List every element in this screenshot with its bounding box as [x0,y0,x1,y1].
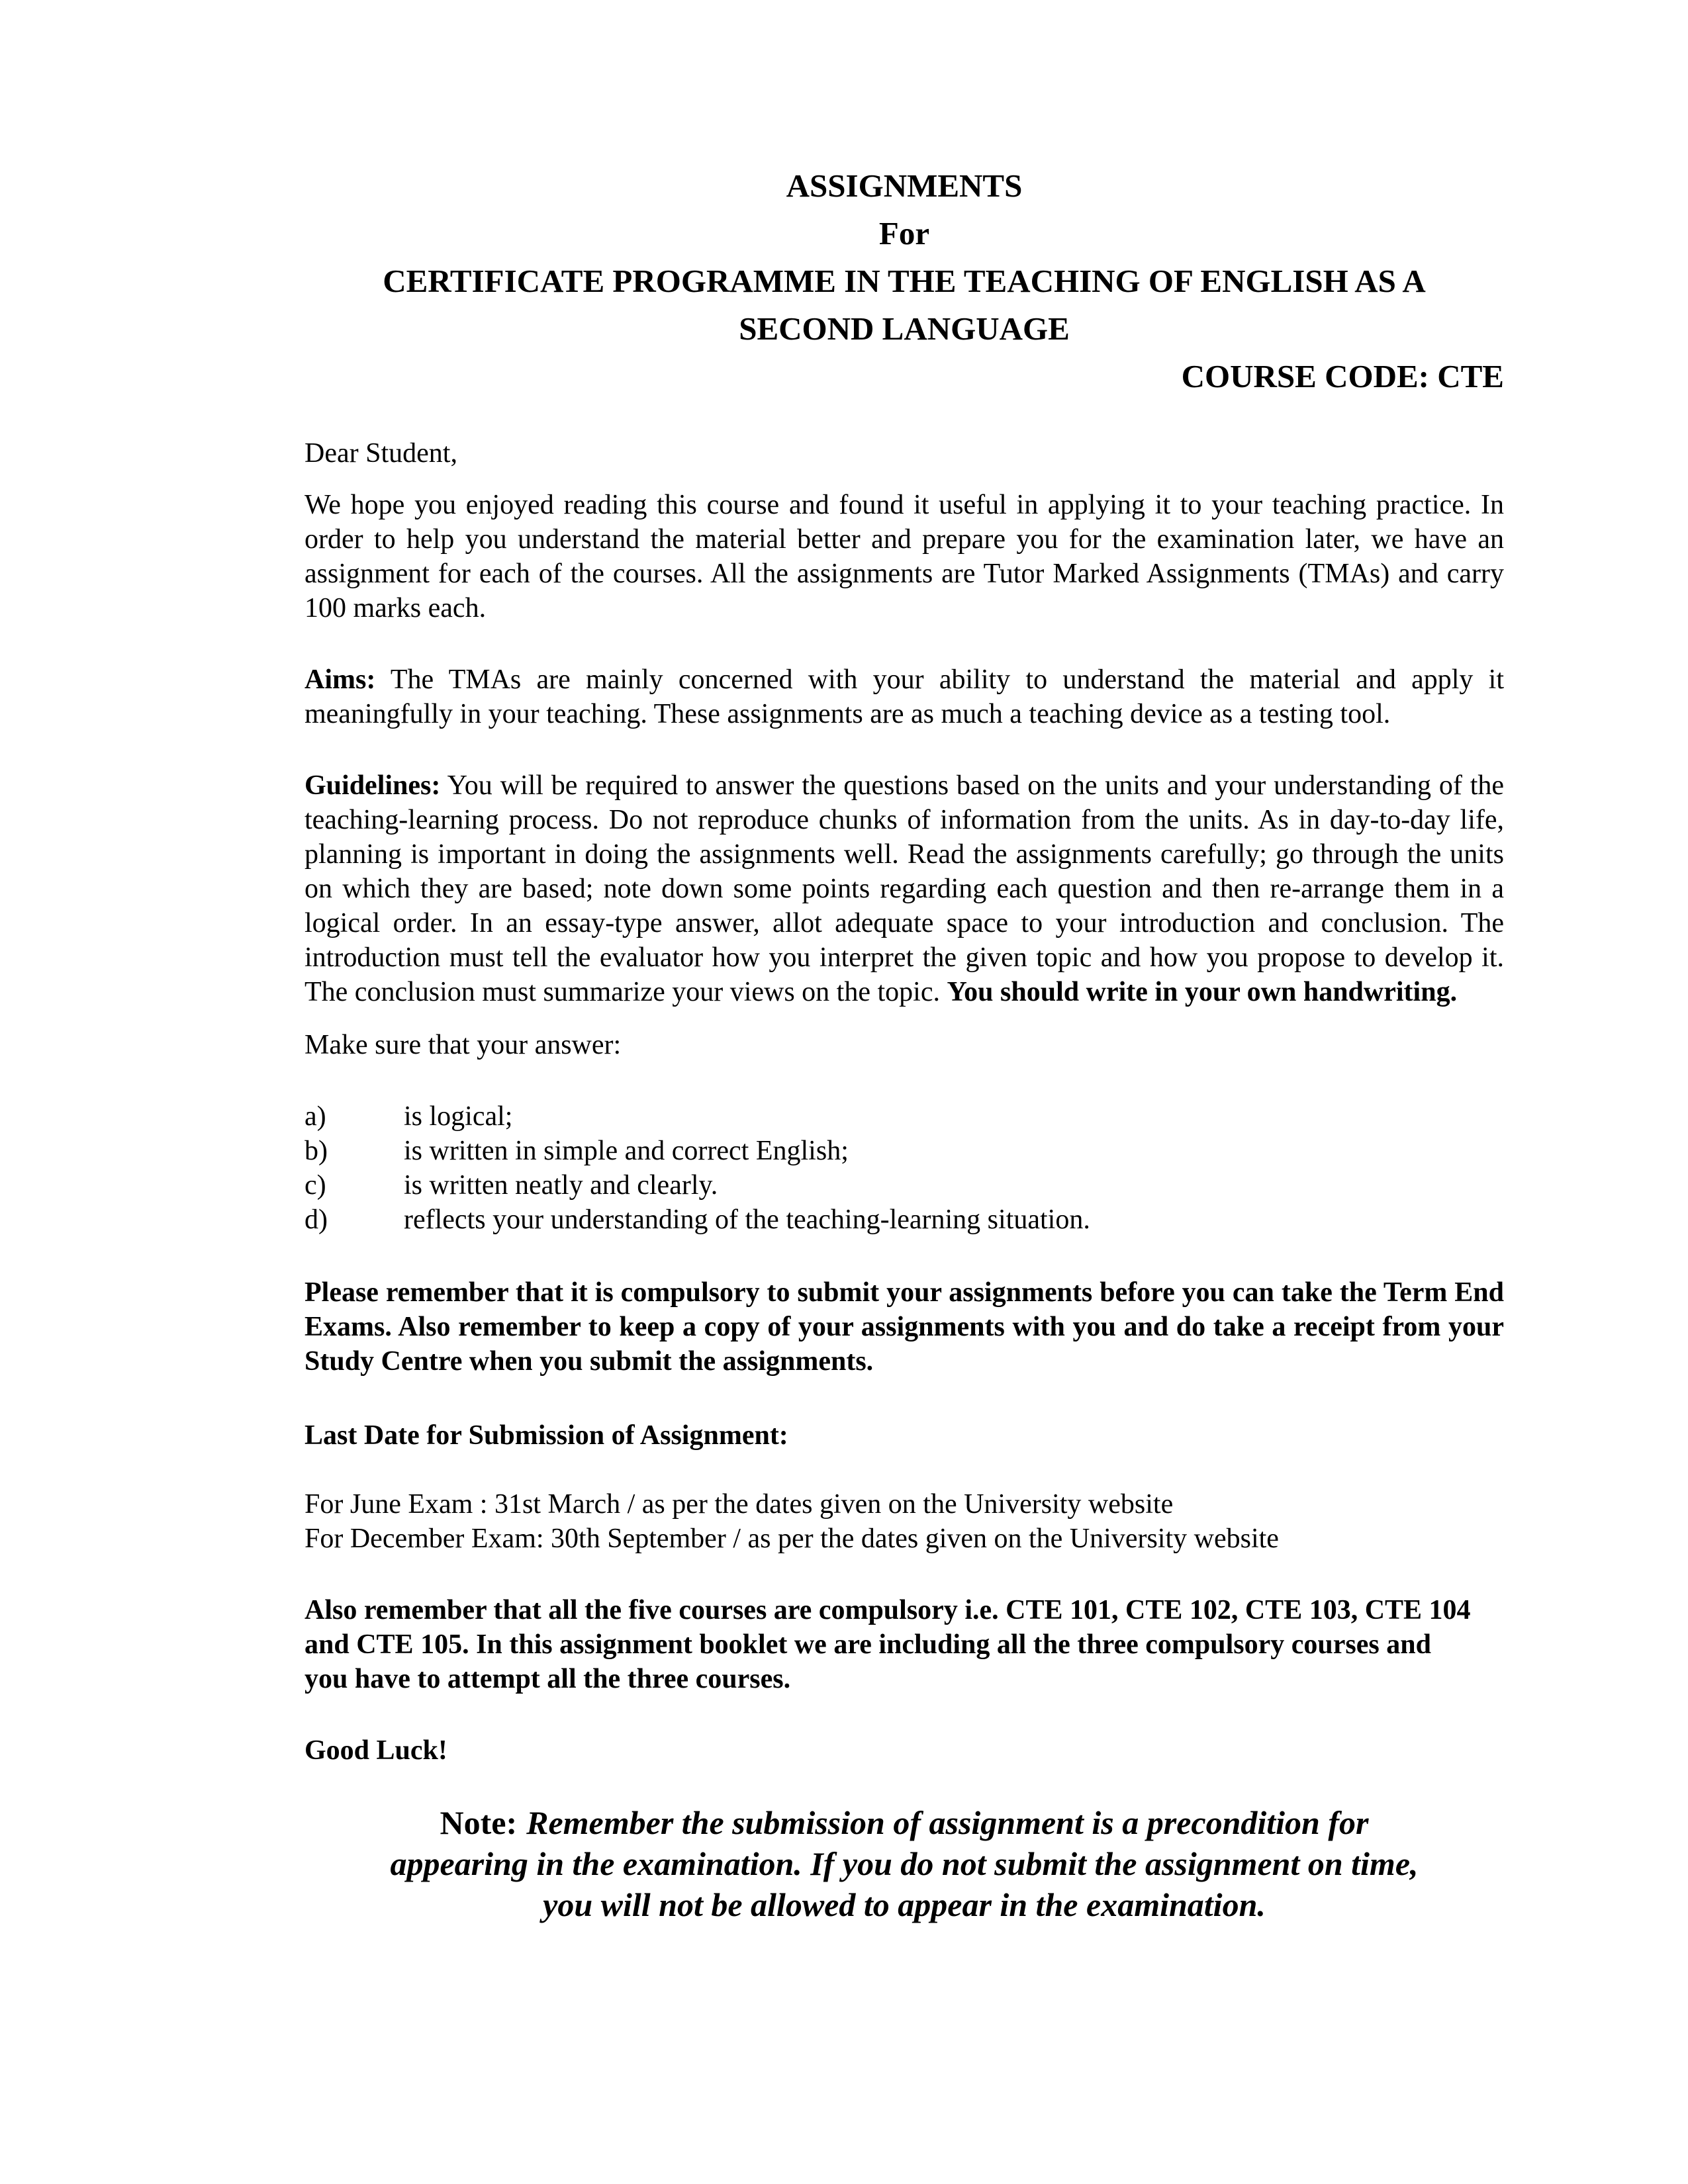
checklist-item-label: b) [305,1136,328,1166]
aims-text: The TMAs are mainly concerned with your ability to understand the material and apply it meaningfully in your teaching. These assignments are as much a teaching device as a testing tool. [305,664,1504,729]
deadline-december: For December Exam: 30th September / as per the dates given on the University website [305,1524,1279,1554]
last-date-heading: Last Date for Submission of Assignment: [305,1420,788,1451]
salutation: Dear Student, [305,438,457,469]
document-content [305,0,1504,1925]
note-label: Note: [440,1804,518,1841]
intro-paragraph: We hope you enjoyed reading this course and found it useful in applying it to your teaching practice. In order to help you understand the material better and prepare you for the examination later, we have an assignment for each of the courses. All the assignments are Tutor Marked Assignments (TMAs) and carry 100 marks each. [305,490,1504,623]
deadline-list [305,1487,1504,1556]
aims-label: Aims: [305,664,376,695]
checklist-item-text: reflects your understanding of the teaching-learning situation. [404,1205,1090,1235]
reminder-paragraph: Please remember that it is compulsory to submit your assignments before you can take the Term End Exams. Also remember to keep a copy of your assignments with you and do take a receipt from your Study Centre when you submit the assignments. [305,1277,1504,1377]
guidelines-label: Guidelines: [305,770,441,801]
note-line [305,1802,1504,1843]
checklist-item-label: c) [305,1170,326,1201]
compulsory-courses-paragraph: Also remember that all the five courses are compulsory i.e. CTE 101, CTE 102, CTE 103, CTE 104 and CTE 105. In this assignment booklet we are including all the three compulsory courses and you have to attempt all the three courses. [305,1595,1471,1694]
deadline-june: For June Exam : 31st March / as per the dates given on the University website [305,1489,1174,1520]
guidelines-text: You will be required to answer the questions based on the units and your understanding of the teaching-learning process. Do not reproduce chunks of information from the units. As in day-to-day life, planning is important in doing the assignments well. Read the assignments carefully; go through the units on which they are based; note down some points regarding each question and then re-arrange them in a logical order. In an essay-type answer, allot adequate space to your introduction and conclusion. The introduction must tell the evaluator how you interpret the given topic and how you propose to develop it. The conclusion must summarize your views on the topic. [305,770,1504,1007]
checklist-item [305,1203,1504,1237]
note-block [305,1802,1504,1925]
checklist-item [305,1099,1504,1134]
document-title [305,162,1504,353]
title-line-second-language: SECOND LANGUAGE [739,310,1070,347]
note-text: Remember the submission of assignment is a precondition for [526,1804,1369,1841]
make-sure-line: Make sure that your answer: [305,1030,622,1060]
title-line-programme: CERTIFICATE PROGRAMME IN THE TEACHING OF ENGLISH AS A [383,263,1426,299]
course-code: COURSE CODE: CTE [1181,358,1504,394]
note-line: appearing in the examination. If you do not submit the assignment on time, [390,1845,1419,1882]
checklist-item [305,1168,1504,1203]
checklist-item-text: is written in simple and correct English; [404,1136,849,1166]
good-luck-line: Good Luck! [305,1735,447,1766]
checklist-item-text: is written neatly and clearly. [404,1170,718,1201]
title-line-for: For [878,215,930,251]
checklist-item [305,1134,1504,1168]
title-line-assignments: ASSIGNMENTS [786,167,1023,204]
note-line: you will not be allowed to appear in the examination. [543,1886,1266,1923]
checklist-item-label: d) [305,1205,328,1235]
answer-checklist [305,1099,1504,1237]
checklist-item-label: a) [305,1101,326,1132]
checklist-item-text: is logical; [404,1101,513,1132]
aims-paragraph [305,662,1504,731]
guidelines-emphasis: You should write in your own handwriting. [947,977,1458,1007]
guidelines-paragraph [305,768,1504,1009]
